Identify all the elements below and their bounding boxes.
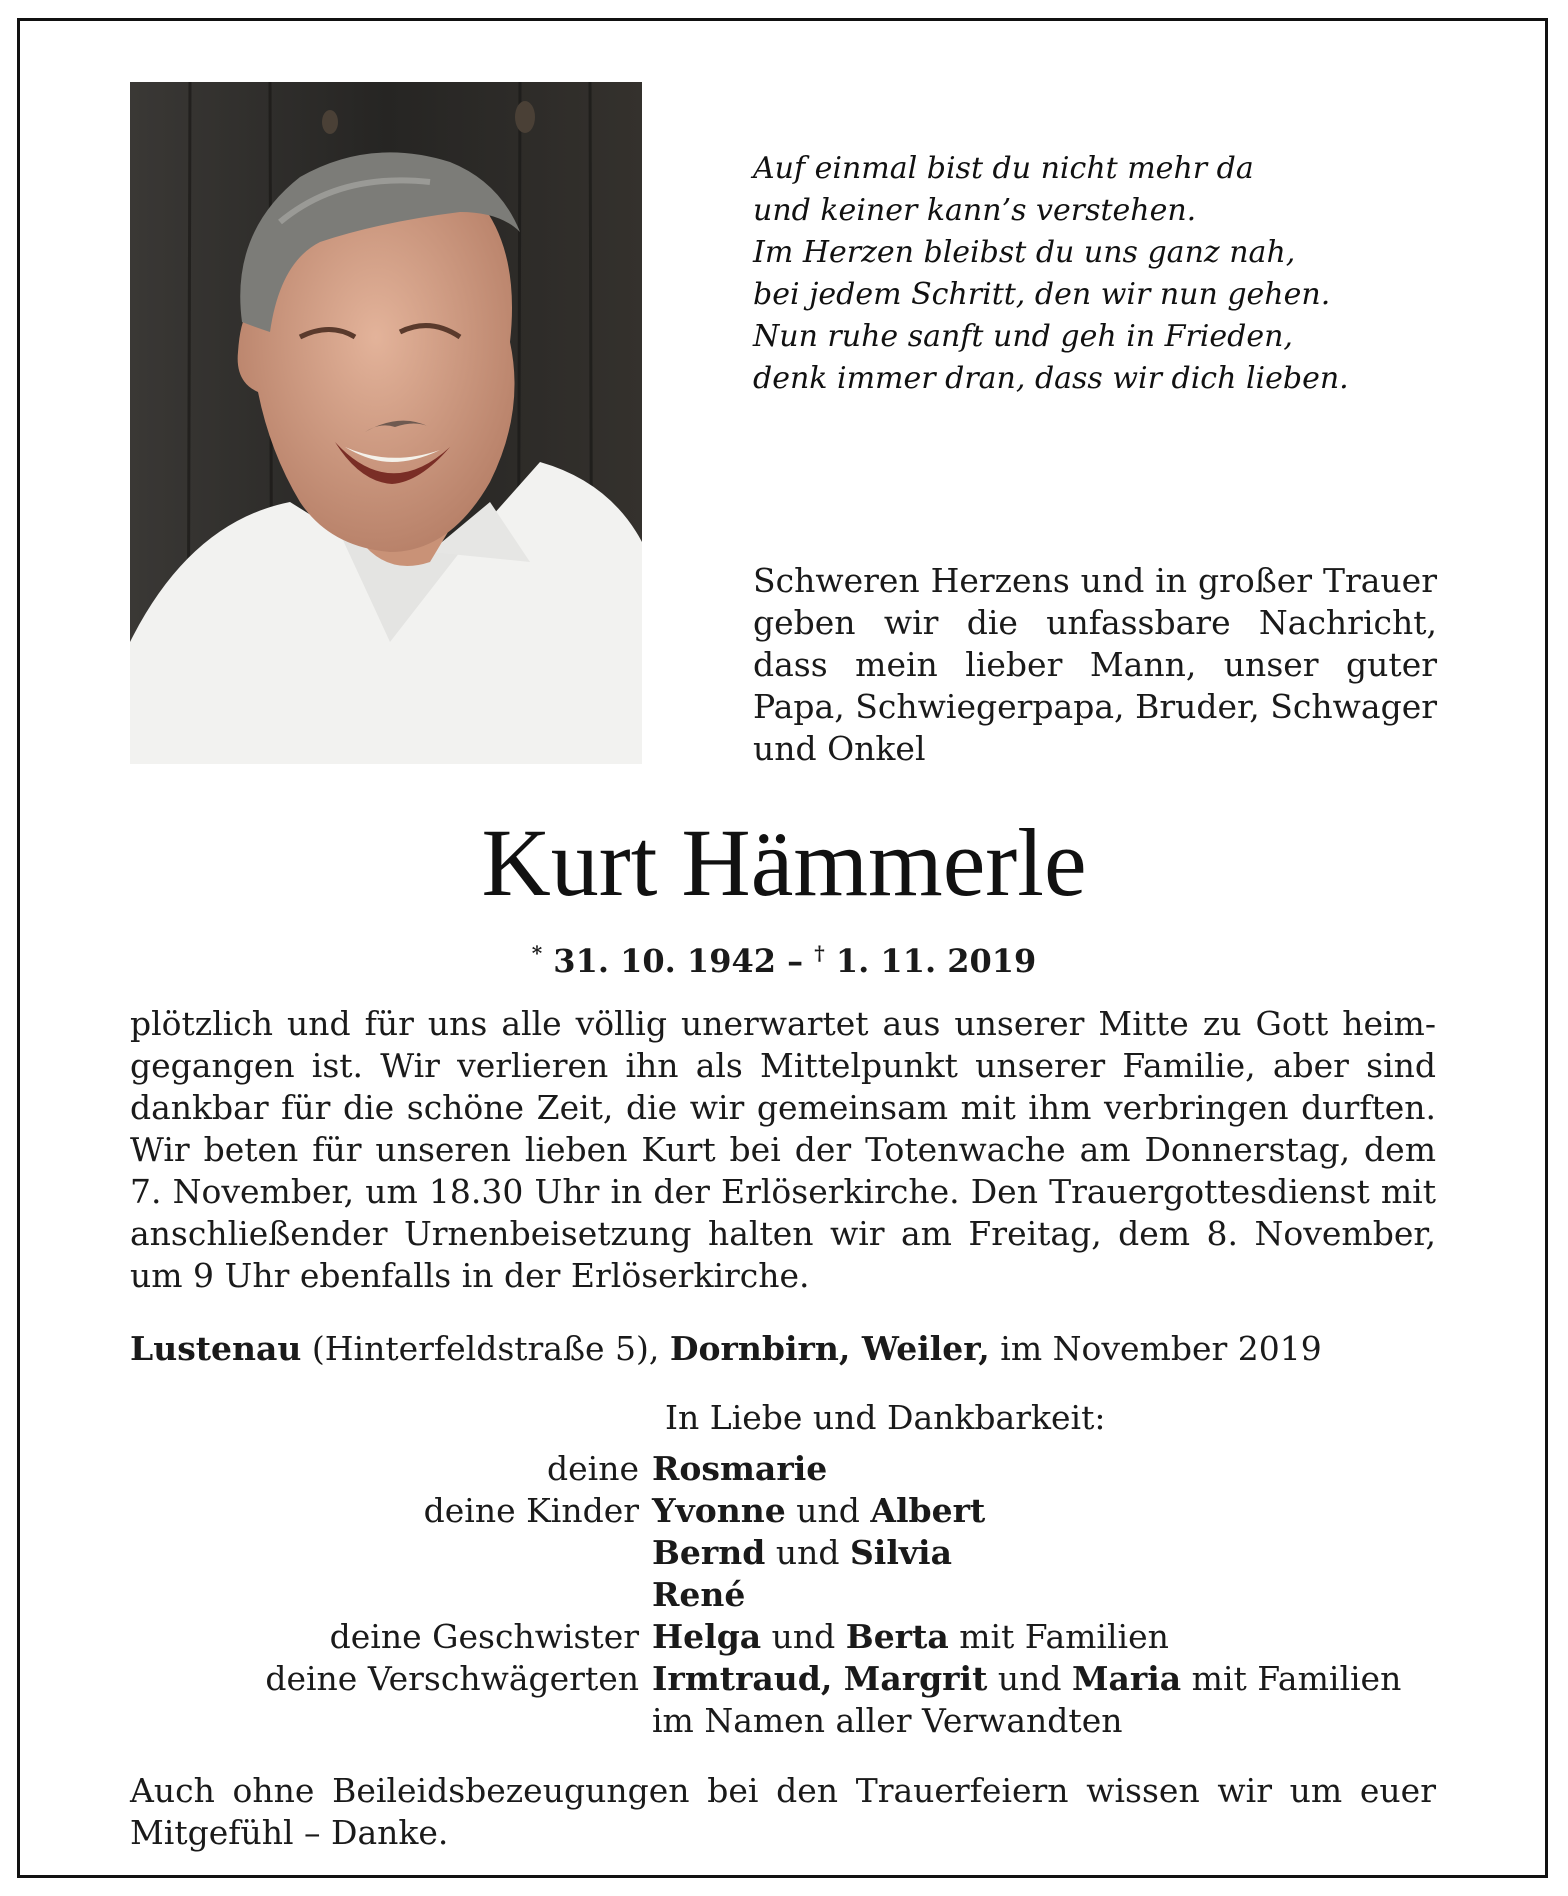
poem-line: Nun ruhe sanft und geh in Frieden, — [753, 319, 1293, 354]
poem-line: Im Herzen bleibst du uns ganz nah, — [753, 235, 1296, 270]
mourners-list — [130, 1448, 1436, 1742]
deceased-name: Kurt Hämmerle — [481, 809, 1087, 916]
connector-text: und — [785, 1491, 871, 1530]
mourner-name: Bernd — [652, 1533, 766, 1572]
relation-label — [130, 1532, 652, 1574]
mourner-names — [652, 1532, 952, 1574]
town-lustenau: Lustenau — [130, 1329, 302, 1368]
mourner-names — [652, 1574, 745, 1616]
connector-text: und — [987, 1659, 1072, 1698]
intro-line: Schweren Herzens und in großer Trauer — [753, 561, 1437, 600]
relation-label: deine Geschwister — [329, 1617, 639, 1656]
portrait-photo — [130, 82, 642, 764]
connector-text: mit Familien — [948, 1617, 1169, 1656]
mourner-row — [130, 1532, 1436, 1574]
month-year: im November 2019 — [989, 1329, 1322, 1368]
body-line: Wir beten für unseren lieben Kurt bei der Totenwache am Donnerstag, dem — [130, 1130, 1436, 1169]
mourner-row — [130, 1574, 1436, 1616]
closing-line: Auch ohne Beileidsbezeugungen bei den Trauerfeiern wissen wir um euer — [130, 1771, 1436, 1810]
body-line: anschließender Urnenbeisetzung halten wir am Freitag, dem 8. November, — [130, 1214, 1436, 1253]
mourner-name: Berta — [845, 1617, 949, 1656]
mourner-names — [652, 1448, 827, 1490]
mourner-row — [130, 1448, 1436, 1490]
towns-dornbirn-weiler: Dornbirn, Weiler, — [669, 1329, 990, 1368]
poem-line: denk immer dran, dass wir dich lieben. — [753, 361, 1349, 396]
mourner-row — [130, 1616, 1436, 1658]
mourner-name: Albert — [870, 1491, 986, 1530]
relation-label — [130, 1574, 652, 1616]
announcement-body — [130, 1003, 1436, 1297]
body-line: gegangen ist. Wir verlieren ihn als Mittelpunkt unserer Familie, aber sind — [130, 1046, 1436, 1085]
body-line: 7. November, um 18.30 Uhr in der Erlöserkirche. Den Trauergottesdienst mit — [130, 1172, 1436, 1211]
closing-text — [130, 1770, 1436, 1854]
closing-line: Mitgefühl – Danke. — [130, 1813, 449, 1852]
mourner-name: Irmtraud, Margrit — [652, 1659, 988, 1698]
mourner-name: Helga — [652, 1617, 762, 1656]
place-and-date — [130, 1328, 1436, 1370]
relation-label — [130, 1700, 652, 1742]
mourner-row — [130, 1658, 1436, 1700]
body-line: plötzlich und für uns alle völlig unerwartet aus unserer Mitte zu Gott heim- — [130, 1004, 1436, 1043]
relation-label: deine Verschwägerten — [265, 1659, 639, 1698]
poem — [753, 148, 1473, 400]
body-line: um 9 Uhr ebenfalls in der Erlöserkirche. — [130, 1256, 810, 1295]
death-date: 1. 11. 2019 — [835, 942, 1037, 980]
birth-symbol: * — [531, 941, 543, 965]
poem-line: Auf einmal bist du nicht mehr da — [753, 151, 1254, 186]
mourner-names — [652, 1490, 985, 1532]
intro-line: Papa, Schwiegerpapa, Bruder, Schwager — [753, 687, 1437, 726]
date-separator: – — [787, 942, 804, 980]
mourner-names — [652, 1700, 1122, 1742]
poem-line: und keiner kann’s verstehen. — [753, 193, 1197, 228]
mourner-row — [130, 1490, 1436, 1532]
death-symbol: † — [814, 941, 825, 965]
mourner-names — [652, 1658, 1401, 1700]
address: (Hinterfeldstraße 5), — [301, 1329, 670, 1368]
birth-date: 31. 10. 1942 — [553, 942, 776, 980]
connector-text: mit Familien — [1181, 1659, 1402, 1698]
connector-text: im Namen aller Verwandten — [652, 1701, 1123, 1740]
life-dates — [0, 933, 1568, 981]
intro-line: und Onkel — [753, 729, 926, 768]
relation-label: deine — [547, 1449, 639, 1488]
mourner-name: Rosmarie — [652, 1449, 828, 1488]
mourner-name: Yvonne — [652, 1491, 786, 1530]
body-line: dankbar für die schöne Zeit, die wir gemeinsam mit ihm verbringen durften. — [130, 1088, 1436, 1127]
mourner-names — [652, 1616, 1169, 1658]
mourner-name: René — [652, 1575, 746, 1614]
poem-line: bei jedem Schritt, den wir nun gehen. — [753, 277, 1331, 312]
intro-line: geben wir die unfassbare Nachricht, — [753, 603, 1437, 642]
signature-heading: In Liebe und Dankbarkeit: — [665, 1398, 1106, 1437]
connector-text: und — [761, 1617, 846, 1656]
mourner-name: Silvia — [849, 1533, 952, 1572]
mourner-row — [130, 1700, 1436, 1742]
mourner-name: Maria — [1071, 1659, 1182, 1698]
intro-line: dass mein lieber Mann, unser guter — [753, 645, 1437, 684]
intro-text — [753, 560, 1437, 770]
connector-text: und — [765, 1533, 850, 1572]
relation-label: deine Kinder — [423, 1491, 639, 1530]
